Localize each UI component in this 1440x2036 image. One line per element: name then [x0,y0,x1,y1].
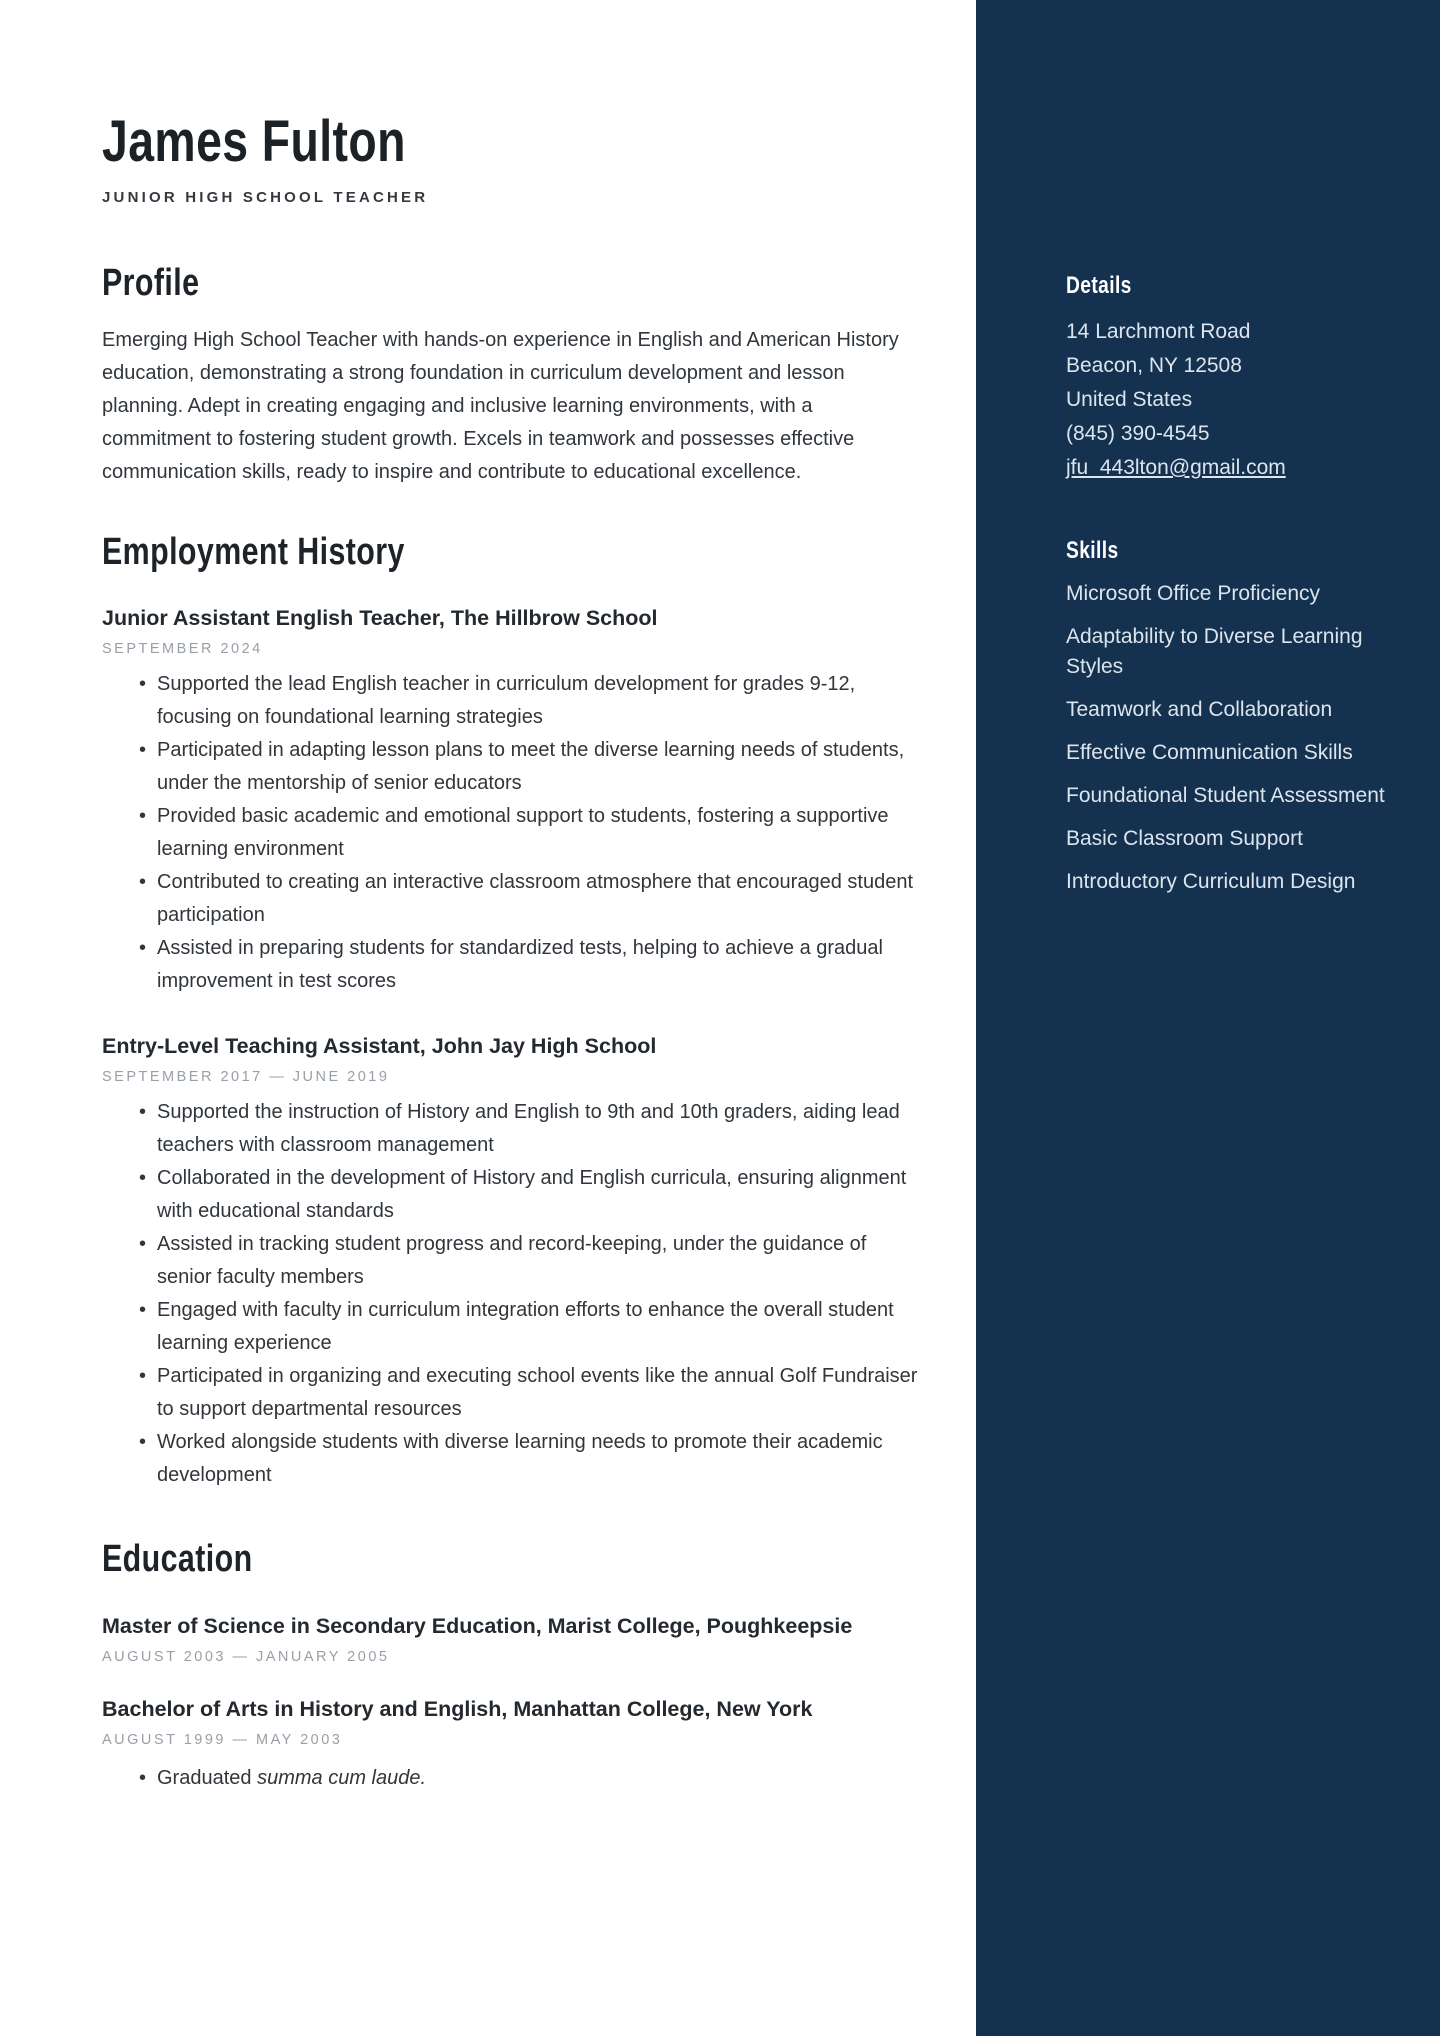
skills-heading [1066,537,1386,566]
bullet-text: Graduated [157,1766,258,1789]
job-entry-1 [102,604,920,998]
education-entry-2 [102,1695,920,1795]
bullet-item: • Provided basic academic and emotional support to students, fostering a supportive learning environment [102,800,920,866]
job-date: SEPTEMBER 2024 [102,641,263,658]
bullet-item: • Participated in adapting lesson plans to meet the diverse learning needs of students, under the mentorship of senior educators [102,734,920,800]
skill-item: Foundational Student Assessment [1066,783,1385,807]
job-bullet-list [102,1096,920,1492]
bullet-item: • Contributed to creating an interactive classroom atmosphere that encouraged student participation [102,866,920,932]
bullet-item: • Worked alongside students with diverse learning needs to promote their academic development [102,1426,920,1492]
job-title: Entry-Level Teaching Assistant, John Jay High School [102,1034,657,1059]
degree-date: AUGUST 1999 — MAY 2003 [102,1731,343,1748]
bullet-item: • Assisted in preparing students for standardized tests, helping to achieve a gradual improvement in test scores [102,932,920,998]
details-lines [1066,315,1386,485]
bullet-item: • Participated in organizing and executing school events like the annual Golf Fundraiser to support departmental resources [102,1360,920,1426]
details-heading-text: Details [1066,272,1132,299]
skill-item: Introductory Curriculum Design [1066,869,1356,893]
section-profile [102,262,920,489]
skills-block [1066,537,1386,897]
bullet-text-italic: summa cum laude. [257,1766,427,1789]
profile-heading [102,262,920,306]
education-entry-1 [102,1612,920,1665]
bullet-item: • Assisted in tracking student progress and record-keeping, under the guidance of senior faculty members [102,1228,920,1294]
bullet-item: • Engaged with faculty in curriculum integration efforts to enhance the overall student learning experience [102,1294,920,1360]
details-heading [1066,272,1386,301]
bullet-item [102,1762,920,1795]
education-heading-text: Education [102,1538,253,1581]
degree-bullet-list [102,1762,920,1795]
skill-item: Effective Communication Skills [1066,740,1353,764]
education-heading [102,1538,920,1582]
address-line-2: Beacon, NY 12508 [1066,353,1242,377]
employment-heading-text: Employment History [102,530,405,573]
job-date: SEPTEMBER 2017 — JUNE 2019 [102,1069,390,1086]
job-bullet-list [102,668,920,998]
profile-heading-text: Profile [102,261,200,304]
email-link[interactable]: jfu_443lton@gmail.com [1066,455,1286,479]
section-education [102,1538,920,1795]
address-line-3: United States [1066,387,1193,411]
skills-heading-text: Skills [1066,536,1119,564]
header [102,109,920,206]
skills-list [1066,579,1386,897]
employment-heading [102,531,920,575]
bullet-item: • Collaborated in the development of History and English curricula, ensuring alignment with educational standards [102,1162,920,1228]
job-title: Junior Assistant English Teacher, The Hillbrow School [102,606,658,631]
sidebar [976,0,1440,2036]
person-job-title: JUNIOR HIGH SCHOOL TEACHER [102,188,429,206]
address-line-1: 14 Larchmont Road [1066,319,1251,343]
details-block [1066,272,1386,485]
job-entry-2 [102,1032,920,1492]
phone-number: (845) 390-4545 [1066,421,1210,445]
person-name [102,109,920,174]
skill-item: Adaptability to Diverse Learning Styles [1066,624,1363,678]
section-employment [102,531,920,1493]
degree-title: Master of Science in Secondary Education, Marist College, Poughkeepsie [102,1613,853,1638]
skill-item: Microsoft Office Proficiency [1066,581,1321,605]
degree-title: Bachelor of Arts in History and English, Manhattan College, New York [102,1696,813,1721]
profile-text: Emerging High School Teacher with hands-on experience in English and American History education, demonstrating a strong foundation in curriculum development and lesson planning. Adept in creating engaging and inclusive learning environments, with a commitment to fostering student growth. Excels in teamwork and possesses effective communication skills, ready to inspire and contribute to educational excellence. [102,328,899,483]
bullet-item: • Supported the instruction of History and English to 9th and 10th graders, aiding lead teachers with classroom management [102,1096,920,1162]
skill-item: Basic Classroom Support [1066,826,1303,850]
person-name-text: James Fulton [102,109,406,174]
skill-item: Teamwork and Collaboration [1066,697,1333,721]
degree-date: AUGUST 2003 — JANUARY 2005 [102,1648,390,1665]
bullet-item: • Supported the lead English teacher in curriculum development for grades 9-12, focusing on foundational learning strategies [102,668,920,734]
